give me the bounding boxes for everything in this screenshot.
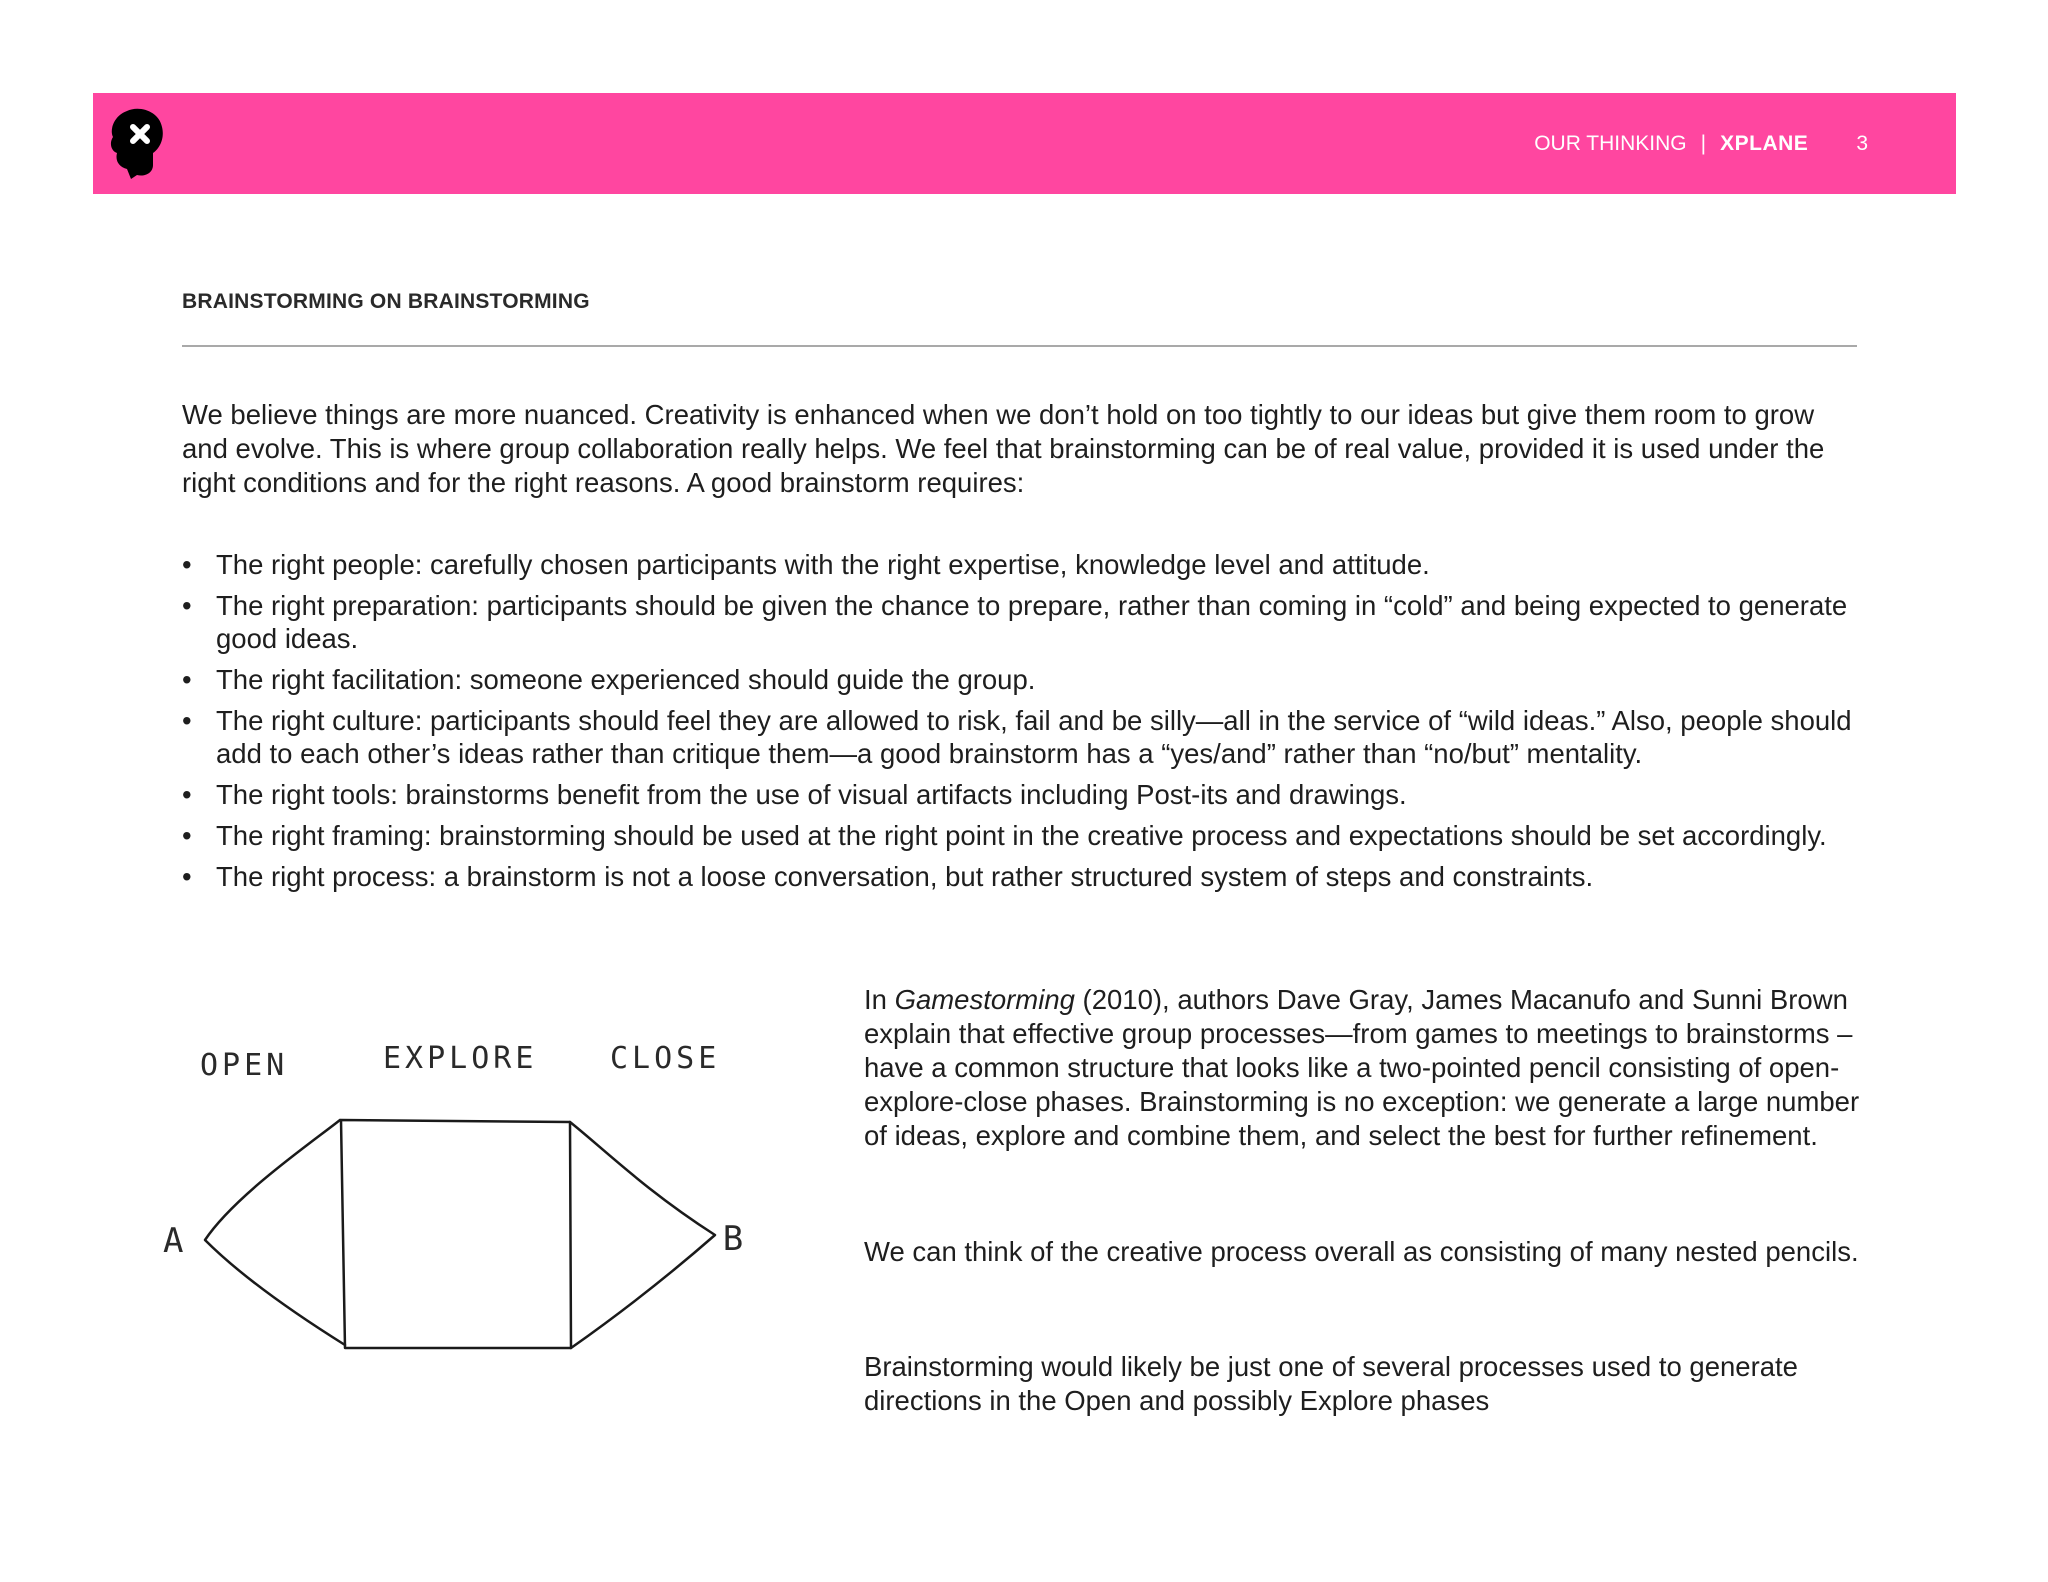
list-item	[182, 663, 1882, 696]
diagram-label-explore: EXPLORE	[383, 1041, 538, 1076]
list-item	[182, 860, 1882, 893]
bullet-icon: •	[182, 861, 192, 892]
bullet-icon: •	[182, 820, 192, 851]
skull-head-logo-icon	[109, 107, 165, 179]
header-nav	[1534, 93, 1868, 194]
diagram-label-close: CLOSE	[610, 1041, 721, 1076]
list-item	[182, 548, 1882, 581]
page-title: BRAINSTORMING ON BRAINSTORMING	[182, 290, 590, 313]
diagram-right-point	[570, 1122, 715, 1348]
list-item-text: The right facilitation: someone experienced should guide the group.	[216, 664, 1036, 695]
brainstorming-phases-paragraph: Brainstorming would likely be just one of several processes used to generate directions in the Open and possibly Explore phases	[864, 1351, 1798, 1416]
bullet-icon: •	[182, 779, 192, 810]
list-item	[182, 778, 1882, 811]
list-item	[182, 589, 1882, 655]
p1-rest: (2010), authors Dave Gray, James Macanufo and Sunni Brown explain that effective group processes—from games to meetings to brainstorms – have a common structure that looks like a two-pointed pencil consisting of open-explore-close phases. Brainstorming is no exception: we generate a large number of ideas, explore and combine them, and select the best for further refinement.	[864, 984, 1860, 1151]
list-item-text: The right preparation: participants should be given the chance to prepare, rather than coming in “cold” and being expected to generate good ideas.	[216, 590, 1848, 654]
header-separator: |	[1700, 131, 1707, 155]
bullet-icon: •	[182, 705, 192, 736]
page-number: 3	[1856, 131, 1868, 155]
bullet-icon: •	[182, 664, 192, 695]
diagram-center-box	[341, 1120, 571, 1348]
nested-pencils-paragraph: We can think of the creative process overall as consisting of many nested pencils.	[864, 1236, 1859, 1267]
divider	[182, 345, 1857, 347]
bullet-icon: •	[182, 549, 192, 580]
list-item	[182, 704, 1882, 770]
diagram-point-a: A	[163, 1221, 184, 1261]
diagram-left-point	[205, 1120, 345, 1345]
book-title: Gamestorming	[894, 984, 1075, 1015]
header-bar	[93, 93, 1956, 194]
diagram-label-open: OPEN	[200, 1048, 289, 1083]
bullet-icon: •	[182, 590, 192, 621]
p1-prefix: In	[864, 984, 895, 1015]
gamestorming-paragraph	[864, 983, 1864, 1153]
list-item-text: The right culture: participants should feel they are allowed to risk, fail and be silly—all in the service of “wild ideas.” Also, people should add to each other’s ideas rather than critique them—a good brainstorm has a “yes/and” rather than “no/but” mentality.	[216, 705, 1852, 769]
list-item	[182, 819, 1882, 852]
section-label: OUR THINKING	[1534, 131, 1687, 155]
list-item-text: The right framing: brainstorming should be used at the right point in the creative process and expectations should be set accordingly.	[216, 820, 1827, 851]
two-pointed-pencil-diagram	[155, 1030, 745, 1370]
intro-paragraph: We believe things are more nuanced. Creativity is enhanced when we don’t hold on too tightly to our ideas but give them room to grow and evolve. This is where group collaboration really helps. We feel that brainstorming can be of real value, provided it is used under the right conditions and for the right reasons. A good brainstorm requires:	[182, 399, 1825, 498]
requirements-list	[182, 548, 1882, 901]
list-item-text: The right tools: brainstorms benefit from the use of visual artifacts including Post-its and drawings.	[216, 779, 1407, 810]
diagram-point-b: B	[722, 1219, 744, 1259]
list-item-text: The right process: a brainstorm is not a loose conversation, but rather structured system of steps and constraints.	[216, 861, 1594, 892]
list-item-text: The right people: carefully chosen participants with the right expertise, knowledge level and attitude.	[216, 549, 1430, 580]
brand-name: XPLANE	[1720, 131, 1809, 155]
